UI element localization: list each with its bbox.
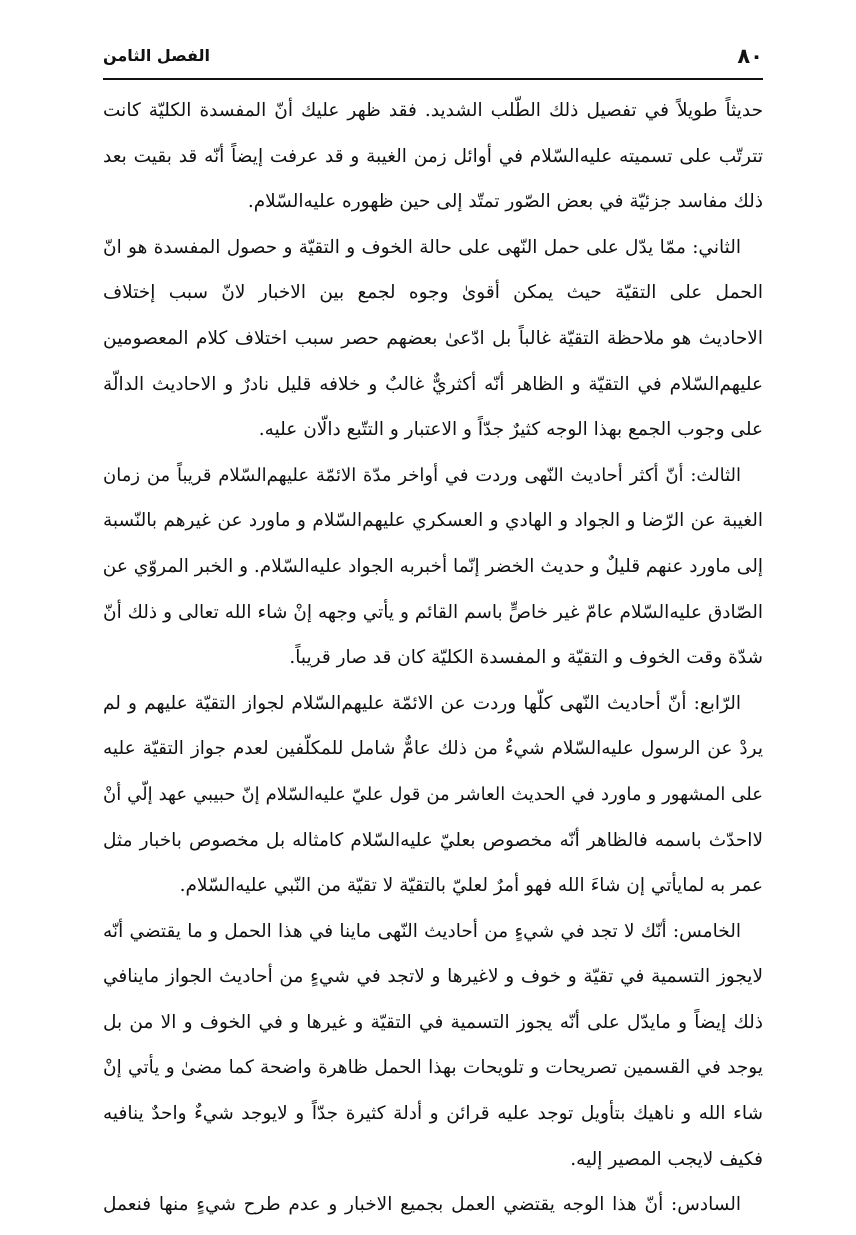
text-line: يردْ عن الرسول عليه‌السّلام شيءٌ من ذلك عامٌّ شامل للمكلّفين لعدم جواز التقيّة عليه [103,738,763,760]
text-line: ذلك إيضاً و مايدّل على أنّه يجوز التسمية في التقيّة و غيرها و في الخوف و الا من بل [103,1011,763,1033]
paragraph-first-line: الثالث: أنّ أكثر أحاديث النّهى وردت في أواخر مدّة الائمّة عليهم‌السّلام قريباً من زمان [103,464,741,486]
text-line: الغيبة عن الرّضا و الجواد و الهادي و العسكري عليهم‌السّلام و ماورد عن غيرهم بالنّسبة [103,510,763,532]
text-line: شاء الله و ناهيك بتأويل توجد عليه قرائن و أدلة كثيرة جدّاً و لايوجد شيءٌ واحدٌ ينافيه [103,1103,763,1125]
chapter-title: الفصل الثامن [103,46,210,65]
text-line: حديثاً طويلاً في تفصيل ذلك الطّلب الشديد. فقد ظهر عليك أنّ المفسدة الكليّة كانت [103,100,763,121]
text-line: الاحاديث هو ملاحظة التقيّة غالباً بل ادّعىٰ بعضهم حصر سبب اختلاف كلام المعصومين [103,327,763,349]
text-line: عمر به لمايأتي إن شاءَ الله فهو أمرٌ لعليّ بالتقيّة لا تقيّة من النّبي عليه‌السّلام. [179,875,763,897]
paragraph-first-line: السادس: أنّ هذا الوجه يقتضي العمل بجميع الاخبار و عدم طرح شيءٍ منها فنعمل [103,1194,741,1216]
text-line: يوجد في القسمين تصريحات و تلويحات بهذا الحمل ظاهرة واضحة كما مضىٰ و يأتي إنْ [103,1057,763,1079]
text-line: الصّادق عليه‌السّلام عامّ غير خاصٍّ باسم القائم و يأتي وجهه إنْ شاء الله تعالى و ذلك أنّ [103,601,763,623]
text-line: لااحدّث باسمه فالظاهر أنّه مخصوص بعليّ عليه‌السّلام كامثاله بل مخصوص باخبار مثل [103,829,763,851]
running-header [103,40,763,76]
page-number: ٨٠ [737,44,763,68]
text-line: لايجوز التسمية في تقيّة و خوف و لاغيرها و لاتجد في شيءٍ من أحاديث الجواز ماينافي [103,966,763,988]
text-line: شدّة وقت الخوف و التقيّة و المفسدة الكليّة كان قد صار قريباً. [289,647,763,669]
body-text [103,88,763,1228]
text-line: ذلك مفاسد جزئيّة في بعض الصّور تمتّد إلى حين ظهوره عليه‌السّلام. [247,191,763,213]
header-divider [103,78,763,80]
text-line: على وجوب الجمع بهذا الوجه كثيرٌ جدّاً و الاعتبار و التتّبع دالّان عليه. [258,419,763,441]
text-line: عليهم‌السّلام في التقيّة و الظاهر أنّه أكثريٌّ غالبٌ و خلافه قليل نادرٌ و الاحاديث الدالّة [103,373,763,395]
paragraph-first-line: الثاني: ممّا يدّل على حمل النّهى على حالة الخوف و التقيّة و حصول المفسدة هو انّ [103,236,741,258]
text-line: الحمل على التقيّة حيث يمكن أقوىٰ وجوه لجمع بين الاخبار لانّ سبب إختلاف [103,282,763,304]
text-line: على المشهور و ماورد في الحديث العاشر من قول عليّ عليه‌السّلام إنّ حبيبي عهد إلّي أنْ [103,783,763,805]
text-line: إلى ماورد عنهم قليلٌ و حديث الخضر إنّما أخبربه الجواد عليه‌السّلام. و الخبر المروّي عن [103,555,763,577]
paragraph-first-line: الرّابع: أنّ أحاديث النّهى كلّها وردت عن الائمّة عليهم‌السّلام لجواز التقيّة عليهم و لم [103,692,741,714]
text-line: فكيف لايجب المصير إليه. [570,1148,763,1170]
paragraph-first-line: الخامس: أنّك لا تجد في شيءٍ من أحاديث النّهى ماينا في هذا الحمل و ما يقتضي أنّه [103,920,741,942]
text-line: تترتّب على تسميته عليه‌السّلام في أوائل زمن الغيبة و قد عرفت إيضاً أنّه قد بقيت بعد [103,145,763,167]
